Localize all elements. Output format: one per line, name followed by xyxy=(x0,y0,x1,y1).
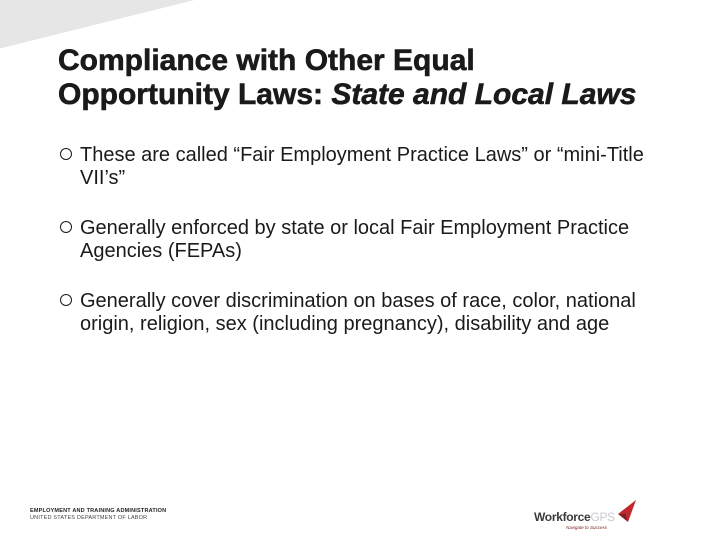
title-line-2-italic: State and Local Laws xyxy=(331,78,637,111)
bullet-text: Generally cover discrimination on bases of race, color, national origin, religion, sex (including pregnancy), disability and age xyxy=(80,290,636,335)
bullet-item xyxy=(58,217,678,263)
circle-bullet-icon xyxy=(60,221,72,233)
bullet-text: These are called “Fair Employment Practice Laws” or “mini-Title VII’s” xyxy=(80,144,644,189)
title-line-2-prefix: Opportunity Laws: xyxy=(58,78,332,111)
agency-name: EMPLOYMENT AND TRAINING ADMINISTRATION xyxy=(30,508,167,514)
bullet-item xyxy=(58,144,678,190)
bullet-list xyxy=(58,144,678,363)
circle-bullet-icon xyxy=(60,148,72,160)
arrow-logo-icon xyxy=(616,498,638,524)
agency-footer xyxy=(30,508,166,522)
bullet-text: Generally enforced by state or local Fair Employment Practice Agencies (FEPAs) xyxy=(80,217,630,262)
logo-wordmark: WorkforceGPS xyxy=(534,510,615,524)
logo-tagline: Navigate to Success xyxy=(566,525,608,530)
slide-title xyxy=(58,44,698,112)
circle-bullet-icon xyxy=(60,294,72,306)
bullet-item xyxy=(58,290,678,336)
workforce-gps-logo xyxy=(534,498,654,532)
title-line-1: Compliance with Other Equal xyxy=(58,44,475,77)
department-name: UNITED STATES DEPARTMENT OF LABOR xyxy=(30,515,148,521)
